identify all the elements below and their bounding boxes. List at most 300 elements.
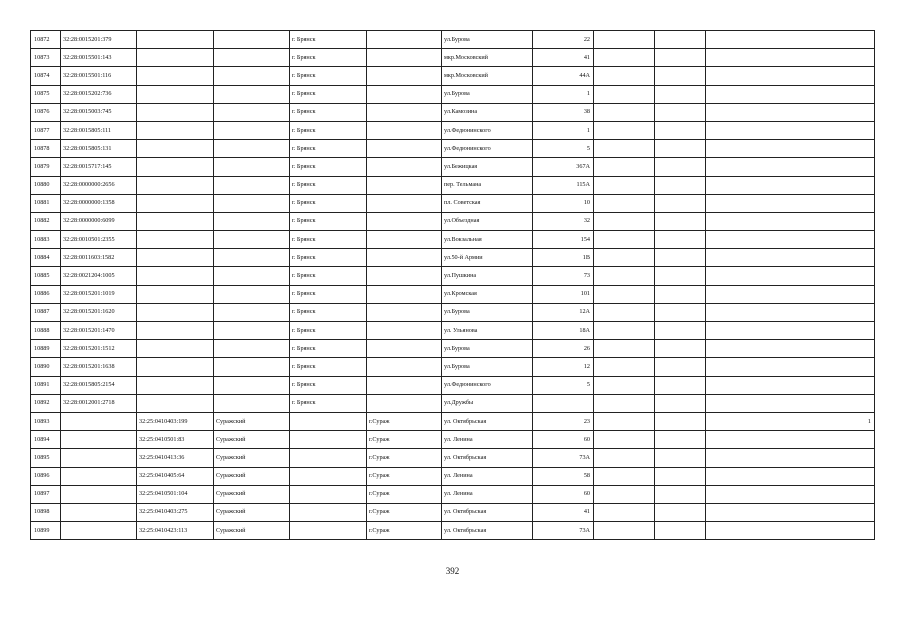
city-cell: г. Брянск: [290, 376, 367, 394]
extra-3-cell: [706, 67, 875, 85]
extra-2-cell: [655, 249, 706, 267]
extra-2-cell: [655, 322, 706, 340]
town-cell: г.Сураж: [367, 412, 442, 430]
row-number-cell: 10876: [31, 103, 61, 121]
house-number-cell: 12: [533, 358, 594, 376]
cadastral-number-alt-cell: 32:25:0410501:104: [137, 485, 214, 503]
extra-3-cell: [706, 49, 875, 67]
district-cell: [214, 376, 290, 394]
row-number-cell: 10881: [31, 194, 61, 212]
street-cell: ул. Ленина: [442, 485, 533, 503]
house-number-cell: 73А: [533, 449, 594, 467]
town-cell: [367, 303, 442, 321]
town-cell: [367, 194, 442, 212]
table-row: [31, 285, 875, 303]
extra-2-cell: [655, 158, 706, 176]
street-cell: ул. Октябрьская: [442, 449, 533, 467]
extra-2-cell: [655, 67, 706, 85]
extra-2-cell: [655, 49, 706, 67]
cadastral-number-alt-cell: [137, 103, 214, 121]
district-cell: [214, 340, 290, 358]
extra-3-cell: [706, 121, 875, 139]
street-cell: ул.50-й Армии: [442, 249, 533, 267]
extra-3-cell: [706, 449, 875, 467]
cadastral-number-cell: [61, 503, 137, 521]
district-cell: [214, 358, 290, 376]
document-sheet: [30, 30, 874, 540]
row-number-cell: 10872: [31, 31, 61, 49]
district-cell: [214, 322, 290, 340]
extra-2-cell: [655, 176, 706, 194]
house-number-cell: 23: [533, 412, 594, 430]
town-cell: [367, 267, 442, 285]
table-row: [31, 85, 875, 103]
extra-3-cell: [706, 285, 875, 303]
cadastral-number-cell: 32:28:0015805:111: [61, 121, 137, 139]
extra-3-cell: [706, 103, 875, 121]
city-cell: г. Брянск: [290, 322, 367, 340]
table-row: [31, 449, 875, 467]
cadastral-number-alt-cell: [137, 303, 214, 321]
table-row: [31, 140, 875, 158]
house-number-cell: [533, 394, 594, 412]
town-cell: [367, 322, 442, 340]
extra-1-cell: [594, 121, 655, 139]
street-cell: ул.Федюнинского: [442, 376, 533, 394]
house-number-cell: 10: [533, 194, 594, 212]
town-cell: [367, 231, 442, 249]
city-cell: г. Брянск: [290, 340, 367, 358]
street-cell: ул. Ленина: [442, 431, 533, 449]
house-number-cell: 5: [533, 376, 594, 394]
extra-2-cell: [655, 485, 706, 503]
house-number-cell: 101: [533, 285, 594, 303]
cadastral-number-cell: 32:28:0010501:2355: [61, 231, 137, 249]
cadastral-number-cell: [61, 449, 137, 467]
street-cell: ул.Бурова: [442, 85, 533, 103]
row-number-cell: 10875: [31, 85, 61, 103]
house-number-cell: 73: [533, 267, 594, 285]
house-number-cell: 1В: [533, 249, 594, 267]
district-cell: [214, 194, 290, 212]
city-cell: г. Брянск: [290, 231, 367, 249]
table-row: [31, 67, 875, 85]
extra-2-cell: [655, 103, 706, 121]
town-cell: [367, 140, 442, 158]
extra-3-cell: [706, 231, 875, 249]
extra-3-cell: [706, 212, 875, 230]
street-cell: ул.Камозина: [442, 103, 533, 121]
cadastral-number-alt-cell: [137, 358, 214, 376]
cadastral-number-alt-cell: [137, 67, 214, 85]
city-cell: [290, 485, 367, 503]
district-cell: [214, 267, 290, 285]
house-number-cell: 60: [533, 485, 594, 503]
house-number-cell: 41: [533, 49, 594, 67]
town-cell: [367, 67, 442, 85]
row-number-cell: 10892: [31, 394, 61, 412]
table-row: [31, 121, 875, 139]
street-cell: ул. Октябрьская: [442, 522, 533, 540]
extra-1-cell: [594, 340, 655, 358]
row-number-cell: 10891: [31, 376, 61, 394]
cadastral-number-cell: 32:28:0015201:1512: [61, 340, 137, 358]
extra-2-cell: [655, 412, 706, 430]
street-cell: ул.Дружбы: [442, 394, 533, 412]
house-number-cell: 73А: [533, 522, 594, 540]
extra-1-cell: [594, 394, 655, 412]
district-cell: [214, 249, 290, 267]
cadastral-number-cell: 32:28:0015201:1019: [61, 285, 137, 303]
house-number-cell: 32: [533, 212, 594, 230]
row-number-cell: 10886: [31, 285, 61, 303]
extra-3-cell: [706, 431, 875, 449]
house-number-cell: 1: [533, 121, 594, 139]
house-number-cell: 1: [533, 85, 594, 103]
extra-2-cell: [655, 231, 706, 249]
street-cell: пер. Тельмана: [442, 176, 533, 194]
cadastral-number-alt-cell: [137, 194, 214, 212]
table-row: [31, 358, 875, 376]
extra-1-cell: [594, 285, 655, 303]
cadastral-number-cell: [61, 467, 137, 485]
town-cell: г.Сураж: [367, 485, 442, 503]
row-number-cell: 10887: [31, 303, 61, 321]
extra-1-cell: [594, 212, 655, 230]
city-cell: г. Брянск: [290, 158, 367, 176]
district-cell: [214, 121, 290, 139]
row-number-cell: 10890: [31, 358, 61, 376]
city-cell: г. Брянск: [290, 358, 367, 376]
cadastral-number-alt-cell: [137, 49, 214, 67]
extra-1-cell: [594, 85, 655, 103]
city-cell: г. Брянск: [290, 103, 367, 121]
extra-1-cell: [594, 322, 655, 340]
cadastral-number-alt-cell: 32:25:0410403:199: [137, 412, 214, 430]
extra-1-cell: [594, 158, 655, 176]
town-cell: [367, 340, 442, 358]
city-cell: г. Брянск: [290, 49, 367, 67]
extra-1-cell: [594, 103, 655, 121]
row-number-cell: 10888: [31, 322, 61, 340]
cadastral-number-cell: 32:28:0015202:736: [61, 85, 137, 103]
cadastral-number-alt-cell: [137, 140, 214, 158]
cadastral-number-alt-cell: [137, 394, 214, 412]
extra-3-cell: [706, 394, 875, 412]
row-number-cell: 10896: [31, 467, 61, 485]
cadastral-number-alt-cell: [137, 340, 214, 358]
city-cell: [290, 412, 367, 430]
house-number-cell: 154: [533, 231, 594, 249]
cadastral-number-cell: 32:28:0015805:2154: [61, 376, 137, 394]
town-cell: [367, 31, 442, 49]
extra-3-cell: [706, 485, 875, 503]
table-row: [31, 503, 875, 521]
district-cell: [214, 303, 290, 321]
extra-2-cell: [655, 467, 706, 485]
town-cell: [367, 394, 442, 412]
city-cell: [290, 449, 367, 467]
table-row: [31, 176, 875, 194]
row-number-cell: 10877: [31, 121, 61, 139]
district-cell: [214, 394, 290, 412]
extra-1-cell: [594, 522, 655, 540]
city-cell: г. Брянск: [290, 212, 367, 230]
street-cell: ул.Вокзальная: [442, 231, 533, 249]
row-number-cell: 10880: [31, 176, 61, 194]
district-cell: [214, 176, 290, 194]
cadastral-number-cell: 32:28:0015003:745: [61, 103, 137, 121]
district-cell: [214, 140, 290, 158]
house-number-cell: 18А: [533, 322, 594, 340]
extra-3-cell: [706, 376, 875, 394]
extra-2-cell: [655, 449, 706, 467]
town-cell: г.Сураж: [367, 522, 442, 540]
cadastral-number-alt-cell: [137, 267, 214, 285]
street-cell: ул.Бурова: [442, 358, 533, 376]
cadastral-number-cell: 32:28:0000000:6099: [61, 212, 137, 230]
cadastral-number-cell: 32:28:0015201:1620: [61, 303, 137, 321]
district-cell: [214, 212, 290, 230]
table-row: [31, 158, 875, 176]
street-cell: ул. Октябрьская: [442, 412, 533, 430]
house-number-cell: 26: [533, 340, 594, 358]
street-cell: ул. Ленина: [442, 467, 533, 485]
table-row: [31, 467, 875, 485]
cadastral-number-cell: 32:28:0015201:1470: [61, 322, 137, 340]
city-cell: [290, 503, 367, 521]
cadastral-number-cell: 32:28:0015717:145: [61, 158, 137, 176]
city-cell: г. Брянск: [290, 394, 367, 412]
cadastral-number-alt-cell: [137, 376, 214, 394]
extra-3-cell: [706, 340, 875, 358]
extra-3-cell: [706, 249, 875, 267]
extra-1-cell: [594, 467, 655, 485]
table-row: [31, 194, 875, 212]
extra-3-cell: [706, 31, 875, 49]
table-row: [31, 394, 875, 412]
street-cell: мкр.Московский: [442, 49, 533, 67]
table-row: [31, 431, 875, 449]
cadastral-number-cell: 32:28:0015805:131: [61, 140, 137, 158]
city-cell: г. Брянск: [290, 267, 367, 285]
street-cell: ул.Пушкина: [442, 267, 533, 285]
house-number-cell: 367А: [533, 158, 594, 176]
street-cell: ул.Бежицкая: [442, 158, 533, 176]
table-row: [31, 249, 875, 267]
table-row: [31, 49, 875, 67]
street-cell: ул. Ульянова: [442, 322, 533, 340]
street-cell: ул.Федюнинского: [442, 121, 533, 139]
cadastral-number-cell: [61, 485, 137, 503]
house-number-cell: 41: [533, 503, 594, 521]
cadastral-number-alt-cell: [137, 31, 214, 49]
district-cell: [214, 67, 290, 85]
row-number-cell: 10889: [31, 340, 61, 358]
city-cell: г. Брянск: [290, 140, 367, 158]
extra-2-cell: [655, 85, 706, 103]
district-cell: [214, 85, 290, 103]
house-number-cell: 60: [533, 431, 594, 449]
town-cell: [367, 285, 442, 303]
extra-2-cell: [655, 503, 706, 521]
street-cell: ул.Кромская: [442, 285, 533, 303]
city-cell: г. Брянск: [290, 31, 367, 49]
row-number-cell: 10898: [31, 503, 61, 521]
cadastral-number-cell: 32:28:0015201:379: [61, 31, 137, 49]
cadastral-number-cell: [61, 412, 137, 430]
cadastral-number-alt-cell: [137, 285, 214, 303]
town-cell: г.Сураж: [367, 431, 442, 449]
town-cell: [367, 121, 442, 139]
town-cell: г.Сураж: [367, 503, 442, 521]
extra-1-cell: [594, 49, 655, 67]
extra-2-cell: [655, 285, 706, 303]
extra-1-cell: [594, 67, 655, 85]
extra-2-cell: [655, 303, 706, 321]
row-number-cell: 10884: [31, 249, 61, 267]
extra-1-cell: [594, 412, 655, 430]
row-number-cell: 10897: [31, 485, 61, 503]
extra-3-cell: 1: [706, 412, 875, 430]
town-cell: [367, 358, 442, 376]
city-cell: [290, 467, 367, 485]
city-cell: г. Брянск: [290, 121, 367, 139]
town-cell: [367, 176, 442, 194]
cadastral-number-alt-cell: [137, 249, 214, 267]
district-cell: [214, 285, 290, 303]
cadastral-number-alt-cell: [137, 212, 214, 230]
row-number-cell: 10895: [31, 449, 61, 467]
city-cell: г. Брянск: [290, 249, 367, 267]
extra-1-cell: [594, 449, 655, 467]
extra-2-cell: [655, 522, 706, 540]
row-number-cell: 10878: [31, 140, 61, 158]
extra-1-cell: [594, 485, 655, 503]
row-number-cell: 10899: [31, 522, 61, 540]
extra-3-cell: [706, 358, 875, 376]
town-cell: г.Сураж: [367, 467, 442, 485]
extra-2-cell: [655, 431, 706, 449]
city-cell: г. Брянск: [290, 85, 367, 103]
extra-2-cell: [655, 31, 706, 49]
extra-3-cell: [706, 467, 875, 485]
street-cell: ул.Бурова: [442, 340, 533, 358]
cadastral-number-alt-cell: [137, 85, 214, 103]
extra-2-cell: [655, 121, 706, 139]
extra-3-cell: [706, 303, 875, 321]
table-row: [31, 412, 875, 430]
extra-1-cell: [594, 176, 655, 194]
house-number-cell: 38: [533, 103, 594, 121]
extra-3-cell: [706, 522, 875, 540]
street-cell: ул.Бурова: [442, 31, 533, 49]
extra-3-cell: [706, 503, 875, 521]
row-number-cell: 10873: [31, 49, 61, 67]
city-cell: г. Брянск: [290, 303, 367, 321]
extra-1-cell: [594, 376, 655, 394]
cadastral-number-cell: 32:28:0015201:1638: [61, 358, 137, 376]
town-cell: [367, 249, 442, 267]
cadastral-number-cell: 32:28:0021204:1005: [61, 267, 137, 285]
extra-1-cell: [594, 431, 655, 449]
street-cell: ул.Бурова: [442, 303, 533, 321]
table-row: [31, 340, 875, 358]
town-cell: г.Сураж: [367, 449, 442, 467]
table-row: [31, 485, 875, 503]
extra-2-cell: [655, 194, 706, 212]
extra-2-cell: [655, 340, 706, 358]
street-cell: пл. Советская: [442, 194, 533, 212]
extra-3-cell: [706, 322, 875, 340]
cadastral-number-alt-cell: 32:25:0410403:275: [137, 503, 214, 521]
table-row: [31, 231, 875, 249]
street-cell: ул.Федюнинского: [442, 140, 533, 158]
town-cell: [367, 103, 442, 121]
table-row: [31, 103, 875, 121]
house-number-cell: 22: [533, 31, 594, 49]
row-number-cell: 10883: [31, 231, 61, 249]
cadastral-number-alt-cell: [137, 158, 214, 176]
town-cell: [367, 85, 442, 103]
table-row: [31, 376, 875, 394]
city-cell: г. Брянск: [290, 176, 367, 194]
extra-3-cell: [706, 158, 875, 176]
cadastral-number-cell: 32:28:0015501:116: [61, 67, 137, 85]
district-cell: [214, 49, 290, 67]
row-number-cell: 10879: [31, 158, 61, 176]
extra-1-cell: [594, 358, 655, 376]
extra-2-cell: [655, 140, 706, 158]
cadastral-number-alt-cell: 32:25:0410423:113: [137, 522, 214, 540]
cadastral-number-cell: 32:28:0012001:2718: [61, 394, 137, 412]
town-cell: [367, 49, 442, 67]
town-cell: [367, 158, 442, 176]
district-cell: Суражский: [214, 449, 290, 467]
extra-3-cell: [706, 85, 875, 103]
house-number-cell: 115А: [533, 176, 594, 194]
cadastral-number-alt-cell: 32:25:0410405:64: [137, 467, 214, 485]
extra-1-cell: [594, 267, 655, 285]
cadastral-number-alt-cell: [137, 176, 214, 194]
table-row: [31, 267, 875, 285]
street-cell: ул. Октябрьская: [442, 503, 533, 521]
cadastral-number-cell: 32:28:0000000:2656: [61, 176, 137, 194]
city-cell: [290, 431, 367, 449]
extra-1-cell: [594, 194, 655, 212]
row-number-cell: 10874: [31, 67, 61, 85]
extra-3-cell: [706, 176, 875, 194]
district-cell: Суражский: [214, 503, 290, 521]
cadastral-number-alt-cell: 32:25:0410413:36: [137, 449, 214, 467]
house-number-cell: 58: [533, 467, 594, 485]
table-row: [31, 322, 875, 340]
extra-2-cell: [655, 267, 706, 285]
cadastral-number-alt-cell: 32:25:0410501:83: [137, 431, 214, 449]
page-number: 392: [445, 566, 460, 576]
district-cell: Суражский: [214, 522, 290, 540]
street-cell: ул.Объездная: [442, 212, 533, 230]
property-table: [30, 30, 875, 540]
cadastral-number-cell: [61, 522, 137, 540]
district-cell: [214, 31, 290, 49]
district-cell: Суражский: [214, 485, 290, 503]
table-row: [31, 31, 875, 49]
cadastral-number-cell: [61, 431, 137, 449]
cadastral-number-cell: 32:28:0011603:1582: [61, 249, 137, 267]
town-cell: [367, 212, 442, 230]
extra-2-cell: [655, 394, 706, 412]
